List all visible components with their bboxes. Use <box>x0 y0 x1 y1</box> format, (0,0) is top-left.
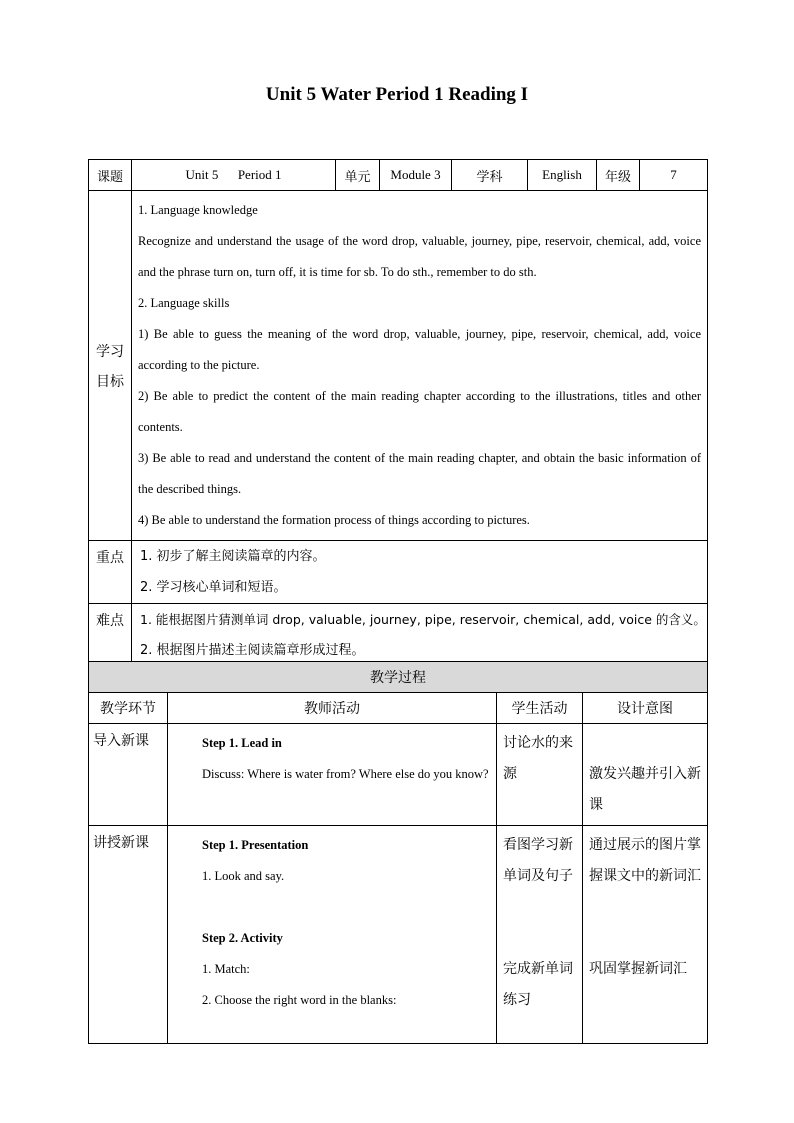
objective-line: 2. Language skills <box>138 296 230 310</box>
lesson-info-table <box>88 159 708 667</box>
step-heading: Step 2. Activity <box>202 931 283 945</box>
key-points-content <box>132 541 708 604</box>
grade-value: 7 <box>640 160 708 191</box>
unit-label: 单元 <box>336 160 380 191</box>
student-text: 看图学习新单词及句子 <box>503 837 573 884</box>
course-unit: Unit 5 <box>185 167 219 182</box>
subject-label: 学科 <box>452 160 528 191</box>
course-value <box>132 160 336 191</box>
table-row <box>89 826 708 1044</box>
objective-line: 4) Be able to understand the formation process of things according to pictures. <box>138 513 530 527</box>
difficulties-content <box>132 604 708 667</box>
objective-line: 3) Be able to read and understand the content of the main reading chapter, and obtain the basic information of the described things. <box>138 451 701 496</box>
design-purpose-cell <box>583 826 708 1044</box>
stage-cell: 导入新课 <box>89 724 168 826</box>
process-heading: 教学过程 <box>89 662 708 693</box>
objectives-label-line2: 目标 <box>96 373 124 390</box>
student-activity-cell <box>497 826 583 1044</box>
step-heading: Step 1. Lead in <box>202 736 282 750</box>
column-header: 教学环节 <box>89 693 168 724</box>
purpose-text: 通过展示的图片掌握课文中的新词汇 <box>589 837 701 884</box>
column-header: 学生活动 <box>497 693 583 724</box>
teacher-text: 1. Match: <box>202 962 250 976</box>
teacher-text: Discuss: Where is water from? Where else do you know? <box>202 767 489 781</box>
difficulties-row <box>89 604 708 667</box>
teacher-spacer <box>174 892 490 923</box>
objectives-label-line1: 学习 <box>96 343 124 360</box>
grade-label: 年级 <box>597 160 640 191</box>
subject-value: English <box>528 160 597 191</box>
teaching-process-table <box>88 661 708 1044</box>
teacher-activity-cell <box>168 826 497 1044</box>
objective-line: Recognize and understand the usage of the word drop, valuable, journey, pipe, reservoir, chemical, add, voice and the phrase turn on, turn off, it is time for sb. To do sth., remember to do sth. <box>138 234 701 279</box>
key-point-line: 1. 初步了解主阅读篇章的内容。 <box>140 549 326 564</box>
difficulties-label: 难点 <box>89 604 132 667</box>
difficulty-line: 1. 能根据图片猜测单词 drop, valuable, journey, pipe, reservoir, chemical, add, voice 的含义。 <box>140 612 706 627</box>
teacher-text: 1. Look and say. <box>202 869 285 883</box>
info-row <box>89 160 708 191</box>
student-text: 完成新单词练习 <box>503 961 573 1008</box>
teacher-text: 2. Choose the right word in the blanks: <box>202 993 397 1007</box>
teacher-activity-cell <box>168 724 497 826</box>
course-label: 课题 <box>89 160 132 191</box>
design-purpose-cell: 激发兴趣并引入新课 <box>583 724 708 826</box>
unit-value: Module 3 <box>380 160 452 191</box>
difficulty-line: 2. 根据图片描述主阅读篇章形成过程。 <box>140 643 365 658</box>
page-title: Unit 5 Water Period 1 Reading I <box>265 84 529 105</box>
key-points-label: 重点 <box>89 541 132 604</box>
course-period: Period 1 <box>237 167 282 182</box>
column-header: 教师活动 <box>168 693 497 724</box>
key-point-line: 2. 学习核心单词和短语。 <box>140 580 287 595</box>
objectives-content <box>132 191 708 541</box>
process-column-headers <box>89 693 708 724</box>
key-points-row <box>89 541 708 604</box>
objective-line: 1. Language knowledge <box>138 203 258 217</box>
objectives-label <box>89 191 132 541</box>
objectives-row <box>89 191 708 541</box>
objective-line: 1) Be able to guess the meaning of the word drop, valuable, journey, pipe, reservoir, chemical, add, voice according to the picture. <box>138 327 701 372</box>
stage-cell: 讲授新课 <box>89 826 168 1044</box>
student-activity-cell: 讨论水的来源 <box>497 724 583 826</box>
objective-line: 2) Be able to predict the content of the main reading chapter according to the illustrations, titles and other contents. <box>138 389 701 434</box>
step-heading: Step 1. Presentation <box>202 838 309 852</box>
purpose-text: 巩固掌握新词汇 <box>589 961 687 977</box>
table-row <box>89 724 708 826</box>
column-header: 设计意图 <box>583 693 708 724</box>
